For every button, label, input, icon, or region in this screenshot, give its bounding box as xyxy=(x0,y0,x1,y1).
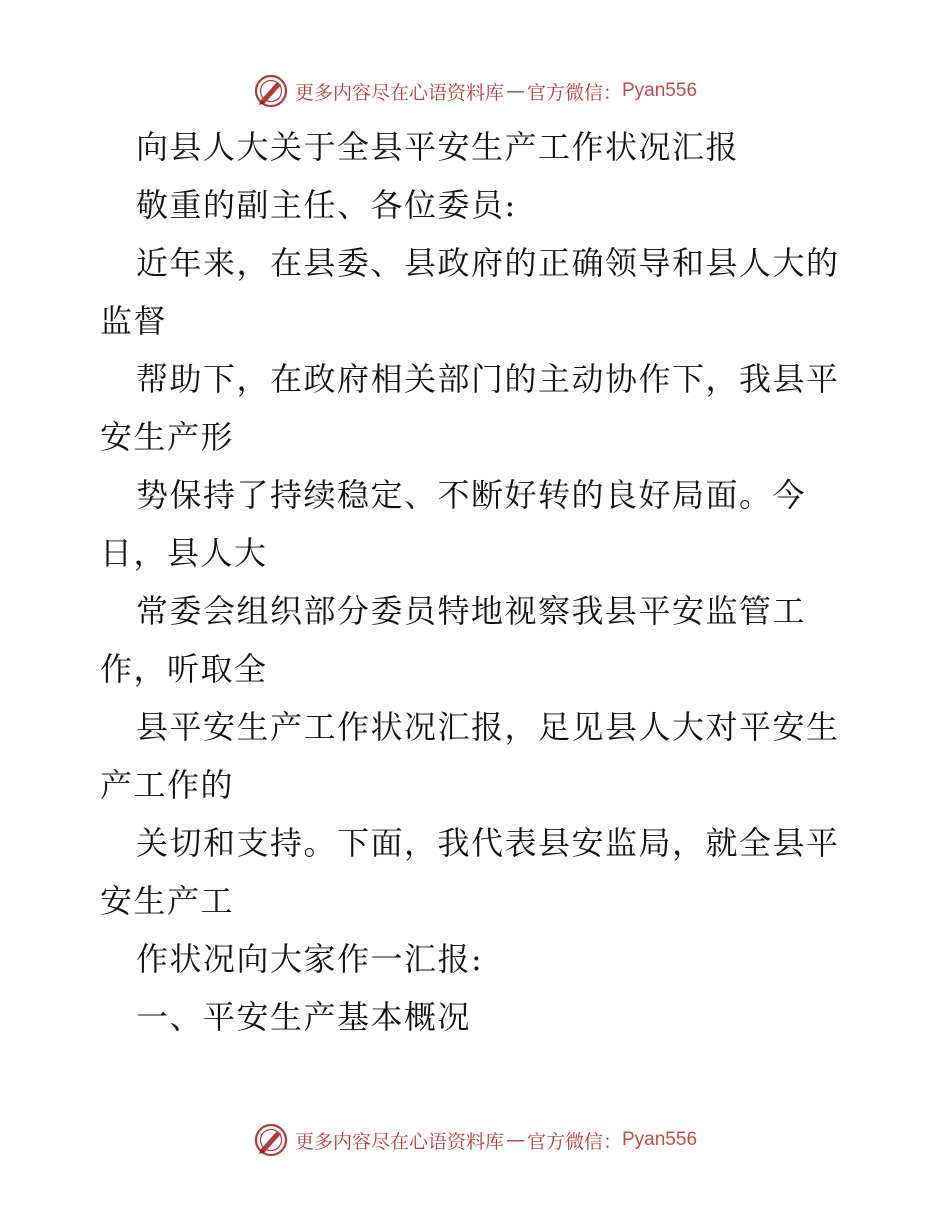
paragraph-line: 安生产工 xyxy=(100,882,235,920)
paragraph-line: 常委会组织部分委员特地视察我县平安监管工 xyxy=(136,592,807,630)
section-heading: 一、平安生产基本概况 xyxy=(136,998,472,1036)
salutation: 敬重的副主任、各位委员: xyxy=(136,186,517,224)
banner-wechat-label: 官方微信： xyxy=(526,1130,622,1153)
paragraph-line: 产工作的 xyxy=(100,766,235,804)
banner-main-text: 更多内容尽在心语资料库 xyxy=(294,81,504,104)
document-body xyxy=(100,118,860,1046)
banner-dash: — xyxy=(505,1129,525,1151)
paragraph-line: 帮助下，在政府相关部门的主动协作下，我县平 xyxy=(136,360,840,398)
paragraph-line: 监督 xyxy=(100,302,168,340)
paragraph-line: 作状况向大家作一汇报: xyxy=(136,940,484,978)
paragraph-line: 安生产形 xyxy=(100,418,235,456)
pen-logo-icon xyxy=(253,73,289,109)
banner-wechat-label: 官方微信： xyxy=(526,81,622,104)
banner-main-text: 更多内容尽在心语资料库 xyxy=(294,1130,504,1153)
document-title: 向县人大关于全县平安生产工作状况汇报 xyxy=(136,128,740,166)
paragraph-line: 日，县人大 xyxy=(100,534,268,572)
banner-dash: — xyxy=(505,80,525,102)
footer-watermark-banner xyxy=(0,1120,950,1160)
paragraph-line: 作，听取全 xyxy=(100,650,268,688)
pen-logo-icon xyxy=(253,1122,289,1158)
paragraph-line: 势保持了持续稳定、不断好转的良好局面。今 xyxy=(136,476,807,514)
banner-wechat-id: Pyan556 xyxy=(622,80,698,101)
paragraph-line: 近年来，在县委、县政府的正确领导和县人大的 xyxy=(136,244,840,282)
paragraph-line: 县平安生产工作状况汇报，足见县人大对平安生 xyxy=(136,708,840,746)
banner-wechat-id: Pyan556 xyxy=(622,1129,698,1150)
header-watermark-banner xyxy=(0,71,950,111)
paragraph-line: 关切和支持。下面，我代表县安监局，就全县平 xyxy=(136,824,840,862)
